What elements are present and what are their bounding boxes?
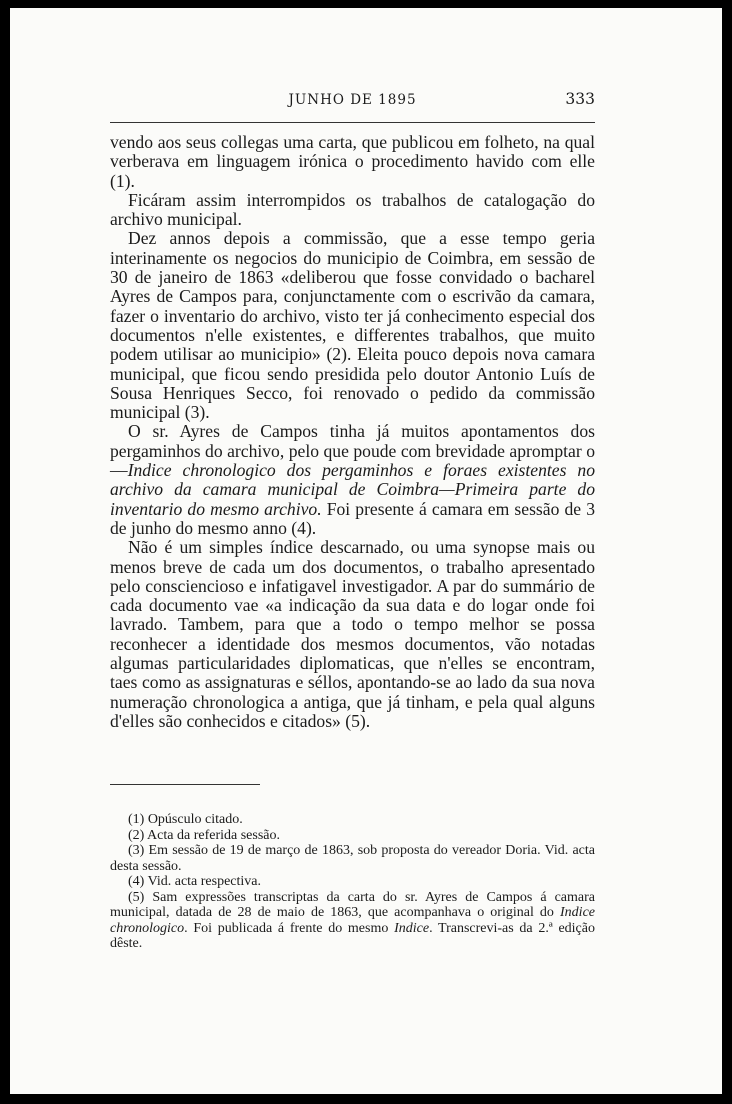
- book-page: [10, 8, 722, 1094]
- running-title: JUNHO DE 1895: [288, 92, 417, 108]
- footnote-5: [110, 890, 595, 952]
- footnote-5-part-b: . Foi publicada á frente do mesmo: [184, 920, 395, 936]
- body-text: [110, 133, 595, 731]
- paragraph-3: Dez annos depois a commissão, que a esse tempo geria interinamente os negocios do municipio de Coimbra, em sessão de 30 de janeiro de 1863 «deliberou que fosse convidado o bacharel Ayres de Campos para, conjunctamente com o escrivão da camara, fazer o inventario do archivo, visto ter já conhecimento especial dos documentos n'elle existentes, e differentes trabalhos, que muito podem utilisar ao municipio» (2). Eleita pouco depois nova camara municipal, que ficou sendo presidida pelo doutor Antonio Luís de Sousa Henriques Secco, foi renovado o pedido da commissão municipal (3).: [110, 228, 595, 423]
- footnote-5-italic-1: Indice chronologico: [110, 905, 595, 936]
- page-number: 333: [565, 90, 595, 108]
- indice-title: Indice chronologico dos pergaminhos e foraes existentes no archivo da camara municipal de Coimbra—Primeira parte do inventario do mesmo archivo.: [110, 460, 595, 519]
- footnote-5-italic-2: Indice: [394, 920, 430, 936]
- paragraph-1: vendo aos seus collegas uma carta, que publicou em folheto, na qual verberava em linguagem irónica o procedimento havido com elle (1).: [110, 132, 595, 191]
- footnote-4: (4) Vid. acta respectiva.: [128, 874, 262, 889]
- paragraph-4-end: Foi presente á camara em sessão de 3 de junho do mesmo anno (4).: [110, 498, 595, 538]
- footnote-5-part-c: . Transcrevi-as da 2.ª edição dêste.: [110, 920, 595, 951]
- footnotes: [110, 812, 595, 952]
- paragraph-2: Ficáram assim interrompidos os trabalhos de catalogação do archivo municipal.: [110, 189, 595, 230]
- footnote-1: (1) Opúsculo citado.: [128, 812, 243, 827]
- footnote-5-part-a: (5) Sam expressões transcriptas da carta do sr. Ayres de Campos á camara municipal, datada de 28 de maio de 1863, que acompanhava o original do: [110, 889, 595, 920]
- footnote-rule: [110, 784, 260, 785]
- paragraph-4: [110, 422, 595, 538]
- footnote-3: (3) Em sessão de 19 de março de 1863, sob proposta do vereador Doria. Vid. acta desta sessão.: [110, 843, 595, 874]
- header-rule: [110, 122, 595, 123]
- page-header: [110, 92, 595, 114]
- footnote-2: (2) Acta da referida sessão.: [128, 827, 280, 843]
- paragraph-5: Não é um simples índice descarnado, ou uma synopse mais ou menos breve de cada um dos documentos, o trabalho apresentado pelo consciencioso e infatigavel investigador. A par do summário de cada documento vae «a indicação da sua data e do logar onde foi lavrado. Tambem, para que a todo o tempo melhor se possa reconhecer a identidade dos mesmos documentos, vão notadas algumas particularidades diplomaticas, que n'elles se encontram, taes como as assignaturas e séllos, apontando-se ao lado da sua nova numeração chronologica a antiga, que já tinham, e pela qual alguns d'elles são conhecidos e citados» (5).: [110, 537, 595, 731]
- paragraph-4-start: O sr. Ayres de Campos tinha já muitos apontamentos dos pergaminhos do archivo, pelo que poude com brevidade apromptar o—: [110, 421, 595, 481]
